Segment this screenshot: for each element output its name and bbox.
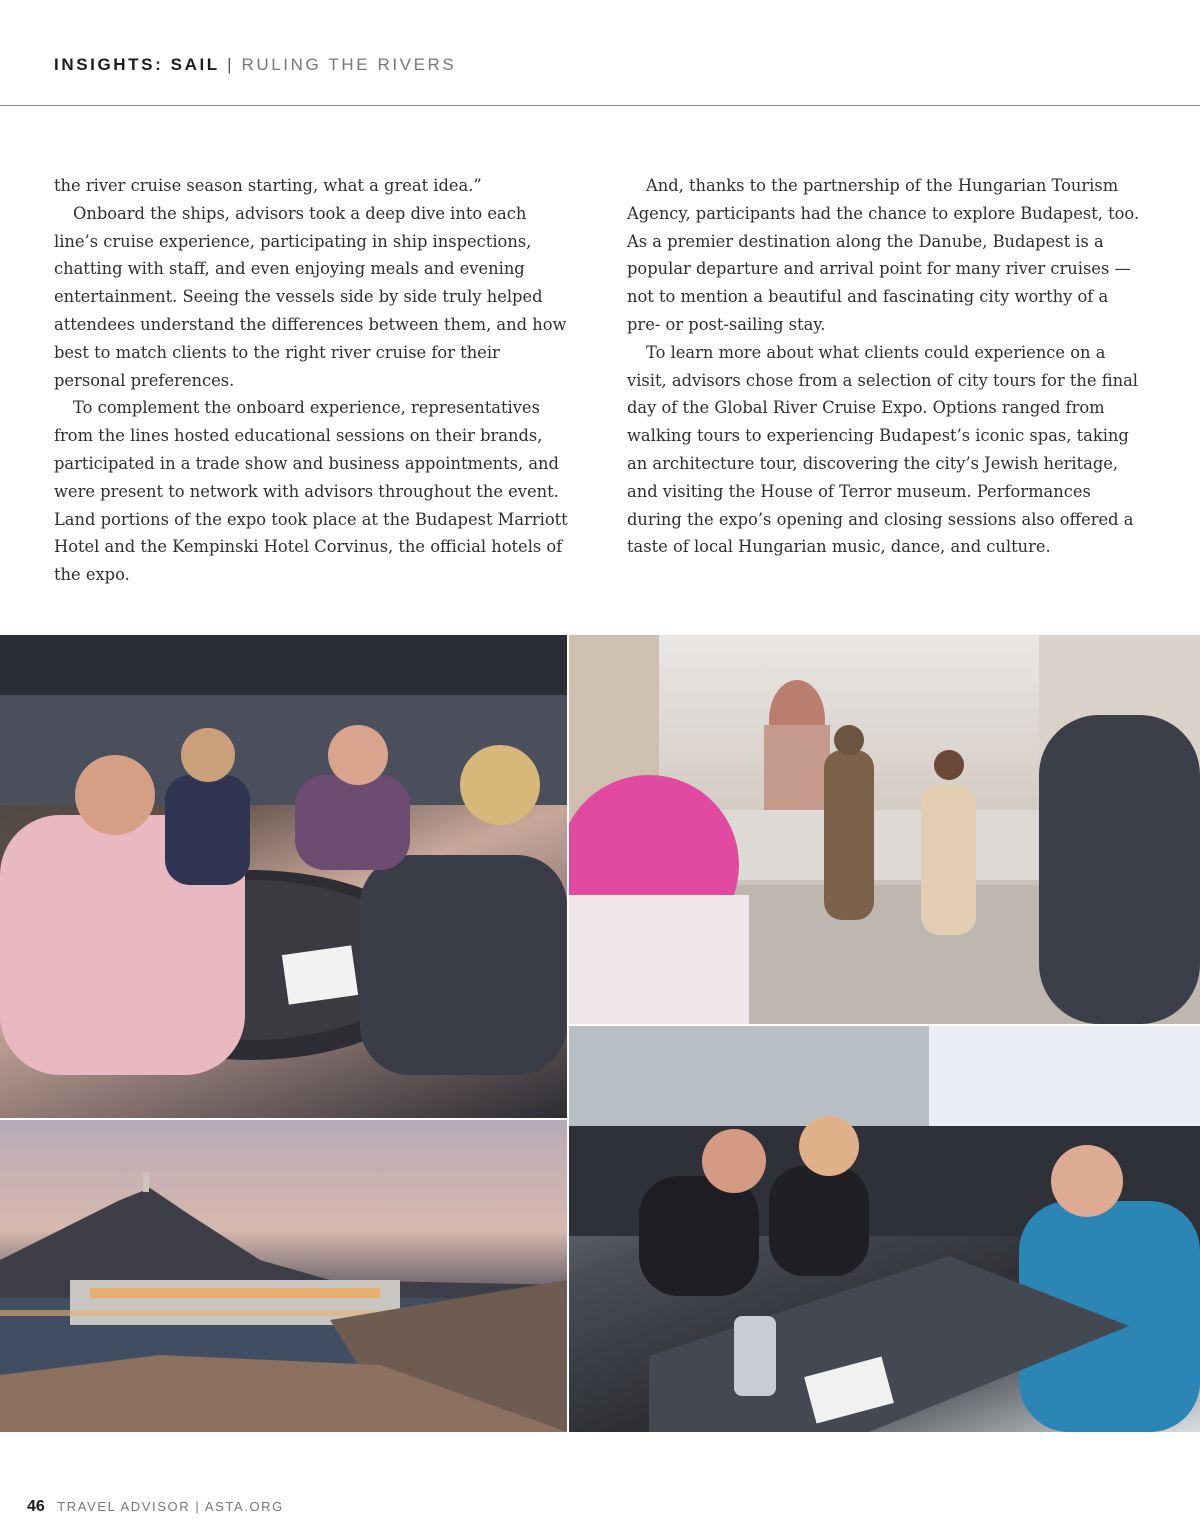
paragraph: the river cruise season starting, what a great idea.” xyxy=(54,176,482,195)
paragraph: To complement the onboard experience, representatives from the lines hosted educational sessions on their brands, participated in a trade show and business appointments, and were present to network with advisors throughout the event. Land portions of the expo took place at the Budapest Marriott Hotel and the Kempinski Hotel Corvinus, the official hotels of the expo. xyxy=(54,398,568,585)
paragraph: To learn more about what clients could experience on a visit, advisors chose from a selection of city tours for the final day of the Global River Cruise Expo. Options ranged from walking tours to experiencing Budapest’s iconic spas, taking an architecture tour, discovering the city’s Jewish heritage, and visiting the House of Terror museum. Performances during the expo’s opening and closing sessions also offered a taste of local Hungarian music, dance, and culture. xyxy=(627,342,1138,557)
photo-onboard-toast xyxy=(569,1026,1200,1432)
header-separator: | xyxy=(227,55,235,74)
photo-river-ship-illustration xyxy=(0,1120,567,1432)
publication-name: TRAVEL ADVISOR | ASTA.ORG xyxy=(57,1499,284,1514)
photo-onboard-dinner xyxy=(0,635,567,1118)
text-column-left xyxy=(54,172,569,589)
photo-statue-tour-illustration xyxy=(569,635,1200,1024)
text-column-right xyxy=(627,172,1142,561)
paragraph: Onboard the ships, advisors took a deep dive into each line’s cruise experience, participating in ship inspections, chatting with staff, and even enjoying meals and evening entertainment. Seeing the vessels side by side truly helped attendees understand the differences between them, and how best to match clients to the right river cruise for their personal preferences. xyxy=(54,203,567,390)
photo-river-ship-dusk xyxy=(0,1120,567,1432)
photo-onboard-dinner-illustration xyxy=(0,635,567,1118)
page-footer xyxy=(27,1496,284,1518)
paragraph: And, thanks to the partnership of the Hungarian Tourism Agency, participants had the chance to explore Budapest, too. As a premier destination along the Danube, Budapest is a popular departure and arrival point for many river cruises — not to mention a beautiful and fascinating city worthy of a pre- or post-sailing stay. xyxy=(627,176,1140,334)
article-title: RULING THE RIVERS xyxy=(241,55,457,74)
header-title xyxy=(54,54,456,76)
page-header xyxy=(0,0,1200,106)
section-label: INSIGHTS: SAIL xyxy=(54,55,220,74)
photo-onboard-toast-illustration xyxy=(569,1026,1200,1432)
photo-statue-tour xyxy=(569,635,1200,1024)
page-number: 46 xyxy=(27,1498,45,1515)
